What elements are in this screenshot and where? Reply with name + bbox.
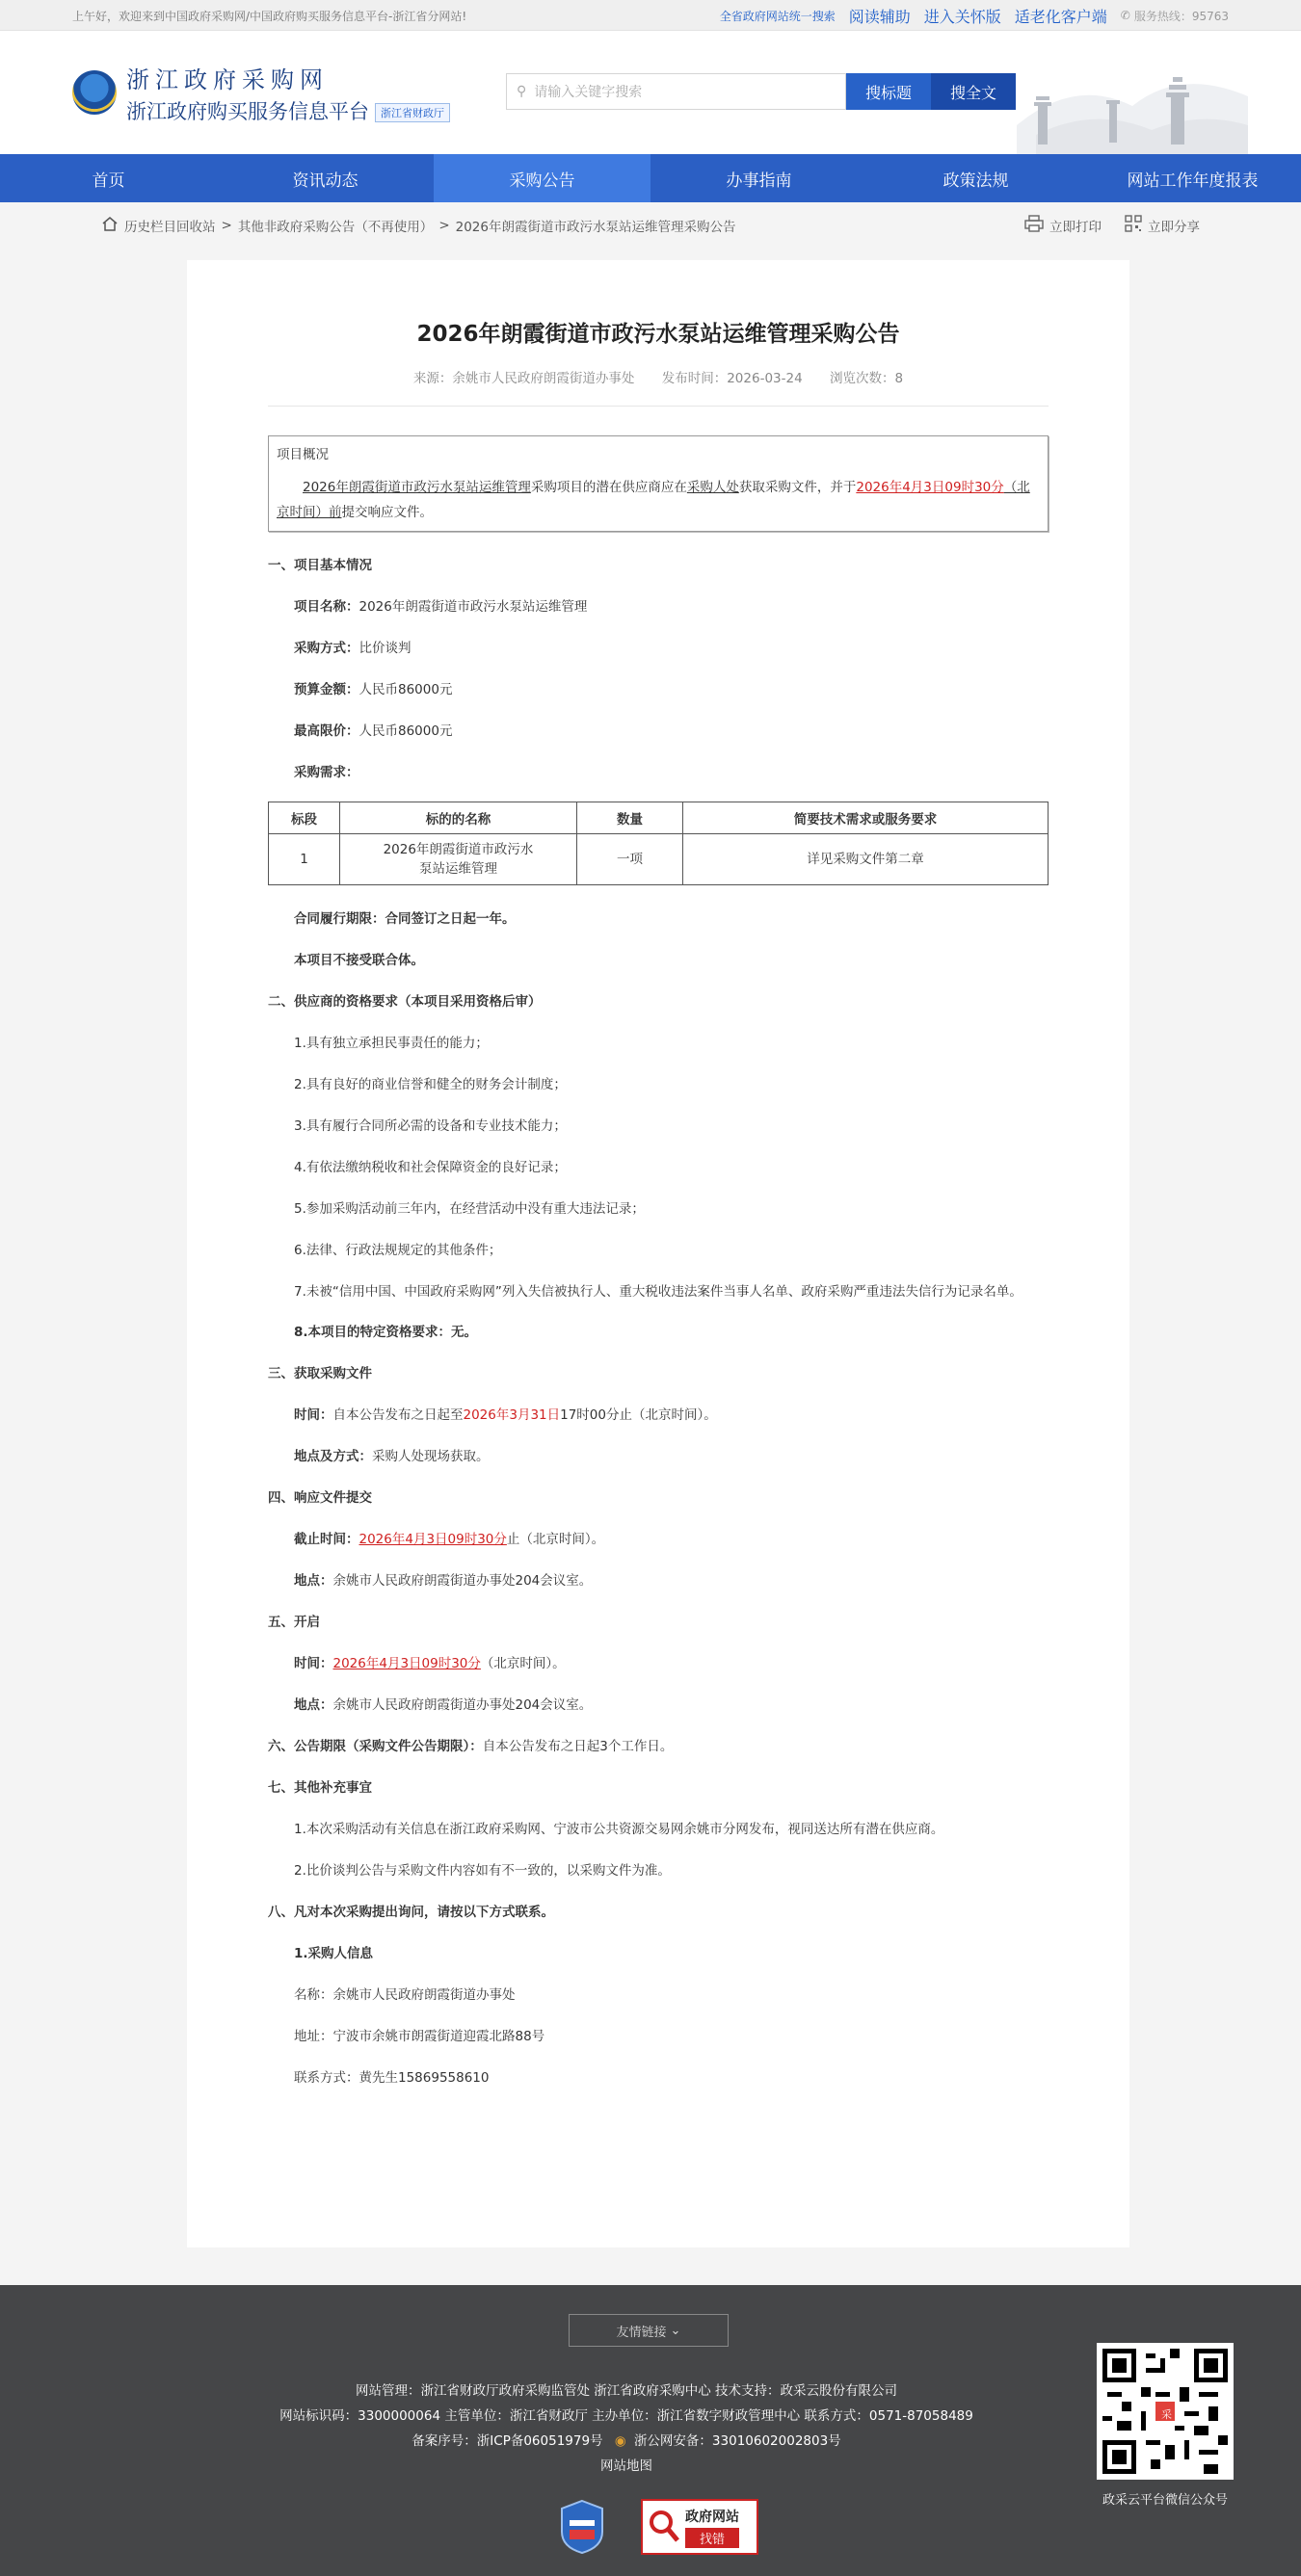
field-label: 预算金额：: [294, 682, 359, 697]
qr-badge: 采: [1161, 2408, 1172, 2421]
field-label: 项目名称：: [294, 599, 359, 615]
article-source: 来源：余姚市人民政府朗霞街道办事处: [412, 371, 635, 386]
requirement-item: 2.具有良好的商业信誉和健全的财务会计制度；: [294, 1077, 567, 1092]
print-label: 立即打印: [1049, 220, 1102, 235]
elderly-client-link[interactable]: 适老化客户端: [1014, 7, 1107, 26]
police-badge-icon: ◉: [614, 2433, 626, 2449]
overview-text-part: 采购项目的潜在供应商应在: [530, 480, 687, 495]
section-heading: 三、获取采购文件: [268, 1366, 372, 1381]
contact-name: 名称：余姚市人民政府朗霞街道办事处: [294, 1987, 516, 2003]
procurement-method-value: 比价谈判: [358, 641, 412, 656]
budget-value: 人民币86000元: [358, 682, 453, 697]
friendly-links-label: 友情链接: [616, 2325, 667, 2340]
qrcode-caption: 政采云平台微信公众号: [1102, 2493, 1228, 2508]
contact-title: 1.采购人信息: [294, 1946, 374, 1961]
share-button[interactable]: [1125, 215, 1200, 236]
search-input[interactable]: [506, 73, 846, 110]
sitemap-link[interactable]: 网站地图: [600, 2458, 652, 2474]
reading-aid-link[interactable]: 阅读辅助: [848, 7, 911, 26]
overview-text-part: （北京时间）前: [277, 480, 1030, 520]
government-unit-badge-icon[interactable]: [558, 2499, 606, 2555]
obtain-place-value: 采购人处现场获取。: [372, 1449, 490, 1464]
other-item: 2.比价谈判公告与采购文件内容如有不一致的，以采购文件为准。: [294, 1863, 671, 1879]
section-heading: 一、项目基本情况: [268, 558, 372, 573]
friendly-links-dropdown[interactable]: [569, 2314, 729, 2347]
contact-address: 地址：宁波市余姚市朗霞街道迎霞北路88号: [294, 2029, 545, 2044]
finder-subtitle: 找错: [685, 2528, 739, 2548]
nav-home[interactable]: 首页: [92, 171, 125, 191]
open-time-suffix: （北京时间）。: [480, 1656, 566, 1671]
requirements-table: [268, 802, 1049, 885]
logo-title: 浙江政府采购网: [126, 66, 329, 93]
article-content: [268, 435, 1049, 2099]
top-bar: [0, 0, 1301, 31]
section-heading: 二、供应商的资格要求（本项目采用资格后审）: [268, 994, 542, 1010]
no-consortium-note: 本项目不接受联合体。: [294, 953, 424, 968]
table-cell: 1: [269, 834, 340, 885]
overview-text-part: 提交响应文件。: [341, 505, 433, 520]
phone-icon: ✆: [1120, 9, 1130, 22]
section-heading: 六、公告期限（采购文件公告期限）：: [268, 1739, 483, 1754]
requirement-item: 4.有依法缴纳税收和社会保障资金的良好记录；: [294, 1160, 567, 1175]
nav-guide[interactable]: 办事指南: [726, 171, 792, 191]
icp-link[interactable]: 备案序号：浙ICP备06051979号: [412, 2433, 603, 2449]
field-label: 地点：: [294, 1697, 333, 1713]
deadline-suffix: 止（北京时间）。: [506, 1532, 605, 1547]
search-icon: ⚲: [517, 84, 527, 99]
field-label: 截止时间：: [294, 1532, 359, 1547]
field-label: 地点及方式：: [294, 1449, 372, 1464]
project-overview-box: [268, 435, 1049, 532]
overview-project-name: 2026年朗霞街道市政污水泵站运维管理: [303, 480, 531, 495]
gov-site-error-finder[interactable]: [641, 2499, 758, 2555]
obtain-time-text: 17时00分止（北京时间）。: [560, 1407, 717, 1423]
nav-annual-report[interactable]: 网站工作年度报表: [1127, 171, 1259, 191]
breadcrumb-current: 2026年朗霞街道市政污水泵站运维管理采购公告: [455, 220, 736, 235]
divider: [268, 406, 1049, 407]
unified-search-link[interactable]: 全省政府网站统一搜索: [719, 9, 836, 23]
open-place-value: 余姚市人民政府朗霞街道办事处204会议室。: [332, 1697, 593, 1713]
overview-text-part: 获取采购文件，并于: [738, 480, 857, 495]
contract-period: 合同履行期限：合同签订之日起一年。: [294, 911, 516, 927]
finder-title: 政府网站: [685, 2509, 739, 2525]
article-title: 2026年朗霞街道市政污水泵站运维管理采购公告: [416, 322, 900, 347]
police-record-link[interactable]: 浙公网安备：33010602002803号: [633, 2433, 841, 2449]
wechat-qrcode: [1097, 2343, 1234, 2480]
field-label: 时间：: [294, 1656, 333, 1671]
article-views: 浏览次数：8: [829, 371, 904, 386]
logo-emblem-icon: [72, 70, 117, 115]
obtain-time-text: 自本公告发布之日起至: [332, 1407, 464, 1423]
footer-record: [0, 2430, 1253, 2449]
nav-news[interactable]: 资讯动态: [292, 171, 358, 191]
table-cell: [340, 834, 577, 885]
requirement-item: 6.法律、行政法规规定的其他条件；: [294, 1243, 502, 1258]
section-heading: 七、其他补充事宜: [268, 1780, 372, 1796]
table-header-row: [269, 802, 1049, 834]
logo-subtitle: 浙江政府购买服务信息平台: [126, 99, 369, 123]
table-cell: 详见采购文件第二章: [683, 834, 1049, 885]
printer-icon: [1024, 215, 1044, 236]
requirement-item: 5.参加采购活动前三年内，在经营活动中没有重大违法记录；: [294, 1201, 645, 1217]
overview-place: 采购人处: [686, 480, 739, 495]
obtain-date: 2026年3月31日: [463, 1407, 561, 1423]
table-cell-text: 2026年朗霞街道市政污水泵站运维管理: [383, 842, 534, 877]
print-button[interactable]: [1024, 215, 1102, 236]
section-heading: 五、开启: [268, 1615, 320, 1630]
table-header-cell: 数量: [577, 802, 683, 834]
share-label: 立即分享: [1148, 220, 1200, 235]
table-row: [269, 834, 1049, 885]
field-label: 地点：: [294, 1573, 333, 1589]
search-title-button[interactable]: 搜标题: [846, 73, 931, 110]
deadline-value: 2026年4月3日09时30分: [358, 1532, 507, 1547]
breadcrumb: [72, 202, 1229, 249]
top-bar-links: [720, 5, 1229, 27]
field-label: 时间：: [294, 1407, 333, 1423]
home-icon: [101, 216, 119, 235]
overview-text: [277, 475, 1040, 525]
requirement-item: 7.未被“信用中国、中国政府采购网”列入失信被执行人、重大税收违法案件当事人名单、政府采购严重违法失信行为记录名单。: [294, 1284, 1022, 1300]
open-time-value: 2026年4月3日09时30分: [332, 1656, 481, 1671]
footer-identifier: 网站标识码：3300000064 主管单位：浙江省财政厅 主办单位：浙江省数字财政管理中心 联系方式：0571-87058489: [279, 2408, 973, 2424]
qrcode-icon: [1125, 215, 1142, 236]
pagoda-scenery-icon: [1017, 39, 1248, 154]
search-bar: [506, 73, 1016, 110]
breadcrumb-separator: >: [438, 218, 450, 233]
article-card: [187, 260, 1129, 2247]
table-cell: 一项: [577, 834, 683, 885]
search-placeholder: 请输入关键字搜索: [534, 85, 643, 100]
field-label: 采购方式：: [294, 641, 359, 656]
search-fulltext-button[interactable]: 搜全文: [931, 73, 1016, 110]
magnifier-icon: [647, 2508, 681, 2546]
requirement-item: 8.本项目的特定资格要求：无。: [294, 1325, 478, 1340]
hotline: [1121, 8, 1229, 24]
article-publish-time: 发布时间：2026-03-24: [661, 371, 803, 386]
nav-policy[interactable]: 政策法规: [943, 171, 1009, 191]
submit-place-value: 余姚市人民政府朗霞街道办事处204会议室。: [332, 1573, 593, 1589]
section-heading: 八、凡对本次采购提出询问，请按以下方式联系。: [268, 1905, 554, 1920]
table-header-cell: 标的的名称: [340, 802, 577, 834]
table-header-cell: 简要技术需求或服务要求: [683, 802, 1049, 834]
breadcrumb-item[interactable]: 其他非政府采购公告（不再使用）: [237, 220, 434, 235]
requirement-item: 3.具有履行合同所必需的设备和专业技术能力；: [294, 1118, 567, 1134]
contact-phone: 联系方式：黄先生15869558610: [294, 2070, 490, 2086]
site-logo[interactable]: [72, 61, 450, 125]
hotline-text: 服务热线：95763: [1133, 9, 1229, 23]
chevron-down-icon: ⌄: [670, 2323, 681, 2338]
greeting-text: 上午好，欢迎来到中国政府采购网/中国政府购买服务信息平台-浙江省分网站!: [72, 9, 467, 23]
article-meta: [187, 367, 1129, 386]
breadcrumb-separator: >: [221, 218, 232, 233]
section-heading: 四、响应文件提交: [268, 1490, 372, 1506]
table-header-cell: 标段: [269, 802, 340, 834]
project-name-value: 2026年朗霞街道市政污水泵站运维管理: [358, 599, 588, 615]
footer-management: 网站管理：浙江省财政厅政府采购监管处 浙江省政府采购中心 技术支持：政采云股份有限公司: [355, 2383, 898, 2399]
requirement-item: 1.具有独立承担民事责任的能力；: [294, 1036, 489, 1051]
main-nav: [0, 154, 1301, 202]
overview-deadline: 2026年4月3日09时30分: [856, 480, 1004, 495]
nav-procurement-notices[interactable]: 采购公告: [434, 154, 650, 202]
footer: [0, 2285, 1301, 2576]
other-item: 1.本次采购活动有关信息在浙江政府采购网、宁波市公共资源交易网余姚市分网发布，视同送达所有潜在供应商。: [294, 1822, 944, 1837]
field-label: 最高限价：: [294, 723, 359, 739]
breadcrumb-item[interactable]: 历史栏目回收站: [124, 220, 216, 235]
header: [0, 31, 1301, 154]
notice-period-value: 自本公告发布之日起3个工作日。: [482, 1739, 674, 1754]
max-price-value: 人民币86000元: [358, 723, 453, 739]
logo-badge: 浙江省财政厅: [375, 103, 450, 122]
overview-title: 项目概况: [277, 447, 329, 462]
care-mode-link[interactable]: 进入关怀版: [923, 7, 1001, 26]
field-label: 采购需求：: [294, 765, 359, 780]
